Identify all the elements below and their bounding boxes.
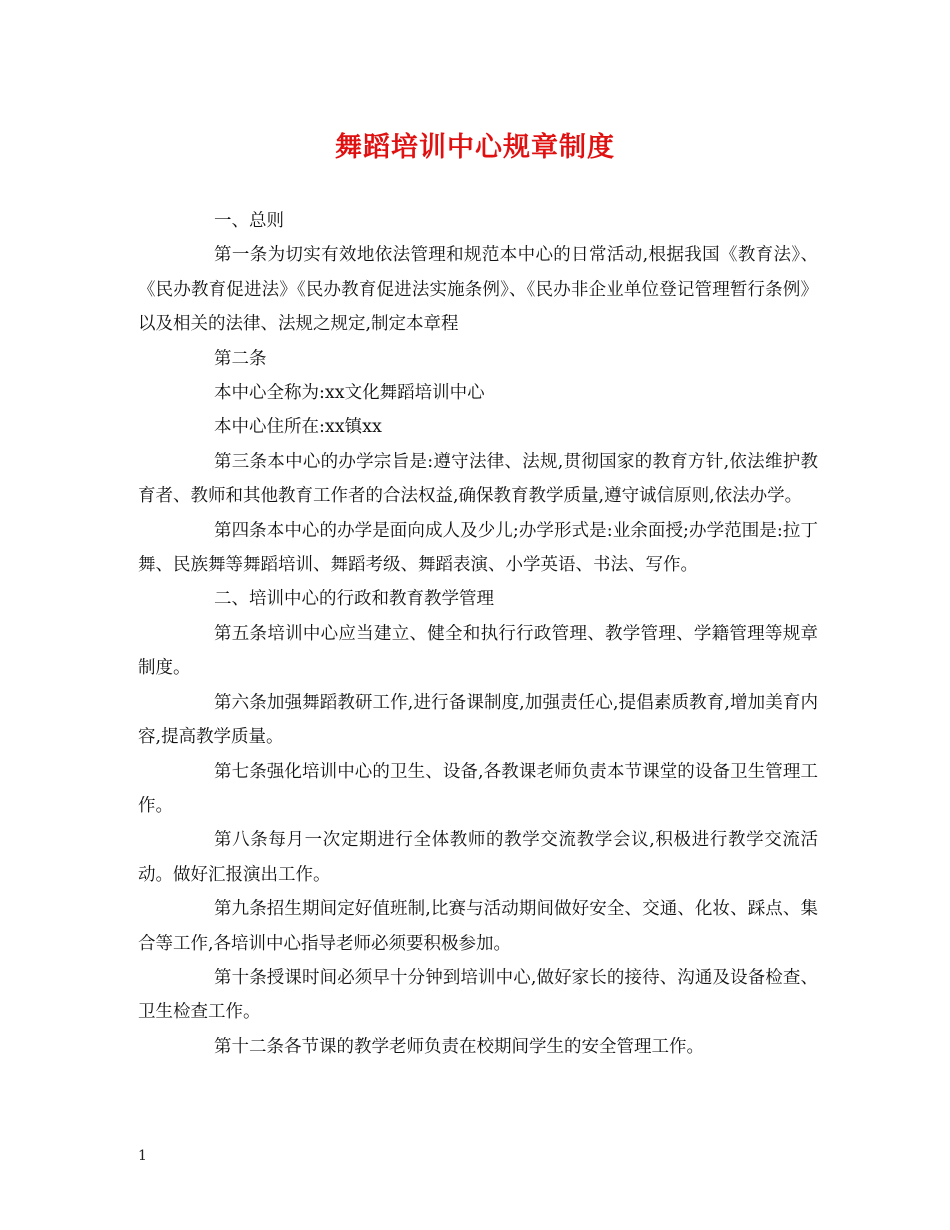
article-12: 第十二条各节课的教学老师负责在校期间学生的安全管理工作。 <box>214 1036 704 1057</box>
article-5: 第五条培训中心应当建立、健全和执行行政管理、教学管理、学籍管理等规章制度。 <box>138 623 818 679</box>
page-number: 1 <box>138 1148 147 1164</box>
article-1: 第一条为切实有效地依法管理和规范本中心的日常活动,根据我国《教育法》、《民办教育促进法》《民办教育促进法实施条例》、《民办非企业单位登记管理暂行条例》以及相关的法律、法规之规定,制定本章程 <box>138 245 818 335</box>
document-body <box>138 204 818 1064</box>
article-9: 第九条招生期间定好值班制,比赛与活动期间做好安全、交通、化妆、踩点、集合等工作,各培训中心指导老师必须要积极参加。 <box>138 899 818 954</box>
section-heading-general: 一、总则 <box>214 211 284 231</box>
article-2-address: 本中心住所在:xx镇xx <box>214 417 382 438</box>
section-heading-administration: 二、培训中心的行政和教育教学管理 <box>214 589 494 610</box>
article-7: 第七条强化培训中心的卫生、设备,各教课老师负责本节课堂的设备卫生管理工作。 <box>138 761 818 816</box>
article-2-heading: 第二条 <box>214 348 267 369</box>
document-title: 舞蹈培训中心规章制度 <box>335 132 615 163</box>
article-3: 第三条本中心的办学宗旨是:遵守法律、法规,贯彻国家的教育方针,依法维护教育者、教师和其他教育工作者的合法权益,确保教育教学质量,遵守诚信原则,依法办学。 <box>138 451 818 507</box>
article-4: 第四条本中心的办学是面向成人及少儿;办学形式是:业余面授;办学范围是:拉丁舞、民族舞等舞蹈培训、舞蹈考级、舞蹈表演、小学英语、书法、写作。 <box>138 520 818 576</box>
article-2-full-name: 本中心全称为:xx文化舞蹈培训中心 <box>214 383 485 404</box>
article-8: 第八条每月一次定期进行全体教师的教学交流教学会议,积极进行教学交流活动。做好汇报演出工作。 <box>138 830 818 885</box>
article-10: 第十条授课时间必须早十分钟到培训中心,做好家长的接待、沟通及设备检查、卫生检查工作。 <box>138 967 818 1023</box>
article-6: 第六条加强舞蹈教研工作,进行备课制度,加强责任心,提倡素质教育,增加美育内容,提高教学质量。 <box>138 692 818 748</box>
